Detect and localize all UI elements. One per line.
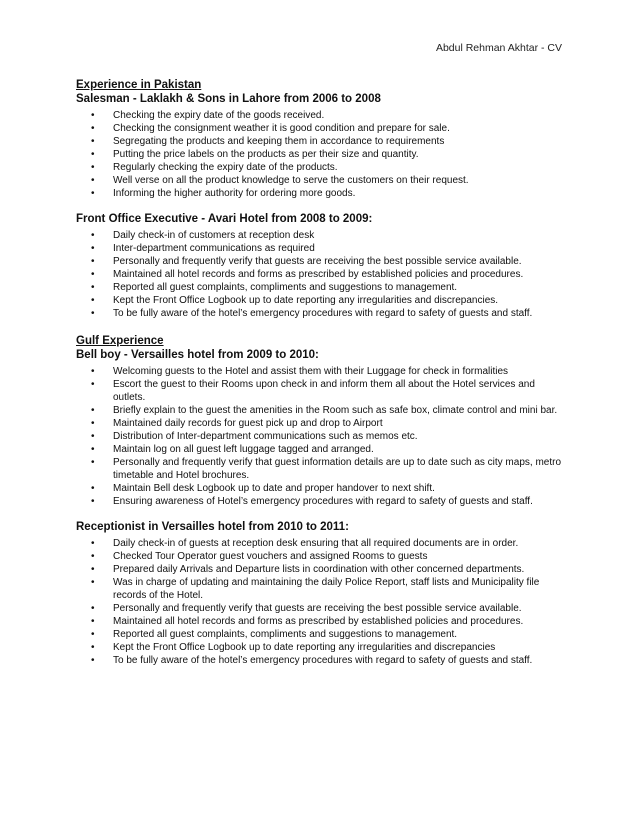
list-item: • Ensuring awareness of Hotel’s emergency procedures with regard to safety of guests and staff. [76, 495, 568, 508]
list-item: • Personally and frequently verify that guests are receiving the best possible service available. [76, 602, 568, 615]
list-item: • Briefly explain to the guest the amenities in the Room such as safe box, climate control and mini bar. [76, 404, 568, 417]
job-title-salesman: Salesman - Laklakh & Sons in Lahore from 2006 to 2008 [76, 93, 381, 105]
duties-list-salesman [76, 109, 568, 200]
cv-content [76, 78, 568, 667]
list-item: • To be fully aware of the hotel’s emergency procedures with regard to safety of guests and staff. [76, 307, 568, 320]
list-item: • To be fully aware of the hotel’s emergency procedures with regard to safety of guests and staff. [76, 654, 568, 667]
list-item: • Maintained daily records for guest pick up and drop to Airport [76, 417, 568, 430]
list-item: • Putting the price labels on the products as per their size and quantity. [76, 148, 568, 161]
duties-list-bell-boy [76, 365, 568, 508]
list-item: • Checking the consignment weather it is good condition and prepare for sale. [76, 122, 568, 135]
list-item: • Regularly checking the expiry date of the products. [76, 161, 568, 174]
job-title-front-office: Front Office Executive - Avari Hotel from 2008 to 2009: [76, 213, 373, 225]
list-item: • Maintained all hotel records and forms as prescribed by established policies and procedures. [76, 268, 568, 281]
duties-list-receptionist [76, 537, 568, 667]
list-item: • Checked Tour Operator guest vouchers and assigned Rooms to guests [76, 550, 568, 563]
list-item: • Maintained all hotel records and forms as prescribed by established policies and procedures. [76, 615, 568, 628]
list-item: • Welcoming guests to the Hotel and assist them with their Luggage for check in formalities [76, 365, 568, 378]
list-item: • Reported all guest complaints, compliments and suggestions to management. [76, 628, 568, 641]
list-item: • Prepared daily Arrivals and Departure lists in coordination with other concerned departments. [76, 563, 568, 576]
section-heading-gulf: Gulf Experience [76, 335, 164, 347]
list-item: • Personally and frequently verify that guest information details are up to date such as city maps, metro timetable and Hotel brochures. [76, 456, 568, 482]
list-item: • Kept the Front Office Logbook up to date reporting any irregularities and discrepancies. [76, 294, 568, 307]
list-item: • Segregating the products and keeping them in accordance to requirements [76, 135, 568, 148]
list-item: • Well verse on all the product knowledge to serve the customers on their request. [76, 174, 568, 187]
list-item: • Inter-department communications as required [76, 242, 568, 255]
list-item: • Escort the guest to their Rooms upon check in and inform them all about the Hotel services and outlets. [76, 378, 568, 404]
list-item: • Maintain Bell desk Logbook up to date and proper handover to next shift. [76, 482, 568, 495]
list-item: • Daily check-in of guests at reception desk ensuring that all required documents are in order. [76, 537, 568, 550]
list-item: • Daily check-in of customers at reception desk [76, 229, 568, 242]
job-title-bell-boy: Bell boy - Versailles hotel from 2009 to 2010: [76, 349, 319, 361]
page-header: Abdul Rehman Akhtar - CV [435, 42, 562, 54]
list-item: • Maintain log on all guest left luggage tagged and arranged. [76, 443, 568, 456]
list-item: • Checking the expiry date of the goods received. [76, 109, 568, 122]
job-title-receptionist: Receptionist in Versailles hotel from 2010 to 2011: [76, 521, 349, 533]
list-item: • Personally and frequently verify that guests are receiving the best possible service available. [76, 255, 568, 268]
list-item: • Reported all guest complaints, compliments and suggestions to management. [76, 281, 568, 294]
list-item: • Kept the Front Office Logbook up to date reporting any irregularities and discrepancies [76, 641, 568, 654]
list-item: • Distribution of Inter-department communications such as memos etc. [76, 430, 568, 443]
duties-list-front-office [76, 229, 568, 320]
section-heading-pakistan: Experience in Pakistan [76, 79, 202, 91]
list-item: • Informing the higher authority for ordering more goods. [76, 187, 568, 200]
list-item: • Was in charge of updating and maintaining the daily Police Report, staff lists and Municipality file records of the Hotel. [76, 576, 568, 602]
